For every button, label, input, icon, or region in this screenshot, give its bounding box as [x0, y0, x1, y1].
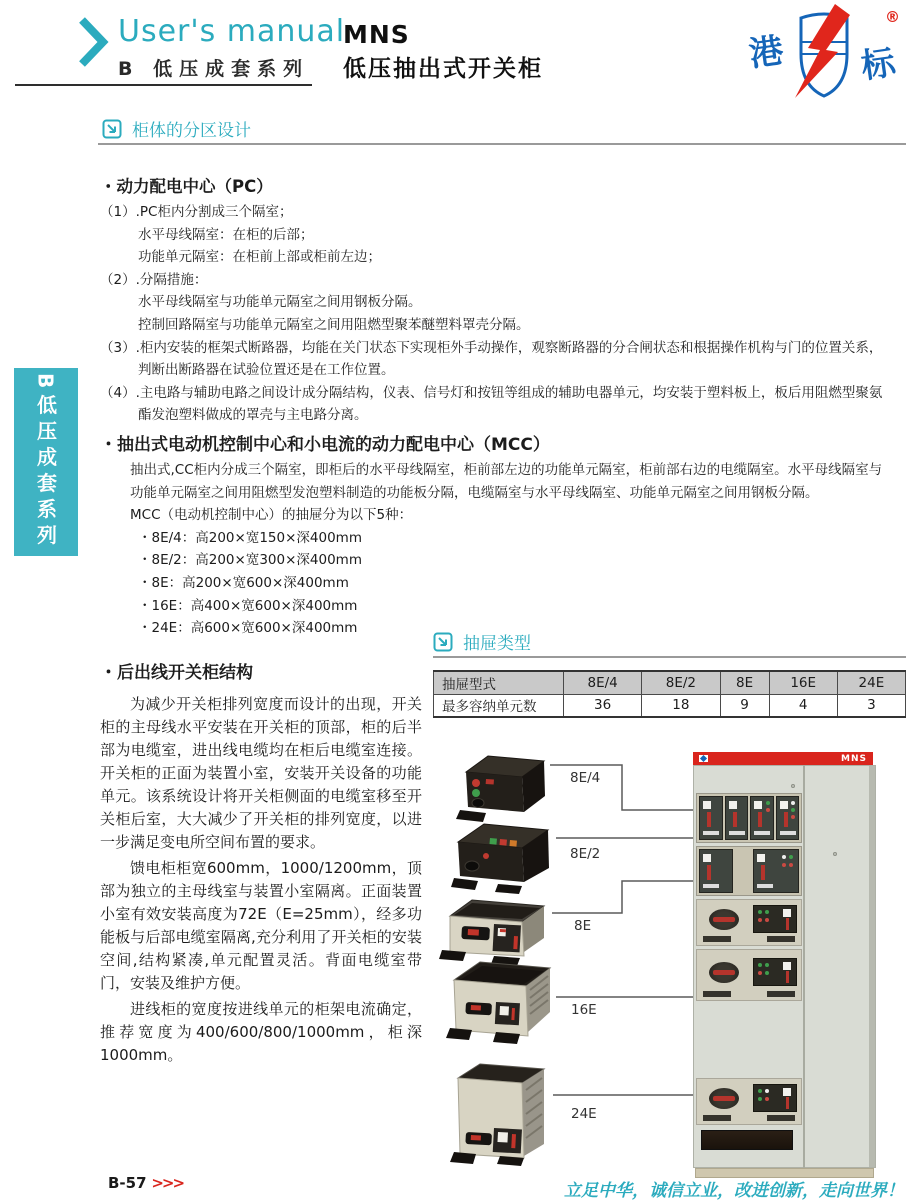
mcc-line: 抽出式,CC柜内分成三个隔室，即柜后的水平母线隔室，柜前部左边的功能单元隔室，柜前部右边的电缆隔室。水平母线隔室与 [130, 461, 883, 478]
control-panel [753, 905, 797, 933]
pc-line: 功能单元隔室：在柜前上部或柜前左边； [138, 249, 381, 266]
page-number-text: B-57 [108, 1174, 147, 1192]
rear-heading: ・后出线开关柜结构 [100, 663, 253, 683]
pc-line: 判断出断路器在试验位置还是在工作位置。 [138, 362, 395, 379]
mcc-bullet: ・8E/4：高200×宽150×深400mm [138, 529, 362, 546]
drawer-module [776, 796, 800, 840]
table-cell: 4 [769, 694, 837, 717]
chevron-right-icon [76, 14, 110, 70]
pc-line: （1）.PC柜内分割成三个隔室； [100, 204, 293, 220]
drawer-module [753, 849, 799, 893]
registered-mark: ® [885, 8, 900, 26]
pc-line: 酯发泡塑料做成的罩壳与主电路分离。 [138, 407, 368, 424]
vent-strip [701, 1130, 793, 1150]
section-rule [98, 143, 906, 145]
cabinet-rotary-row [696, 899, 802, 946]
cabinet-brand-icon [699, 755, 708, 762]
pc-line: 水平母线隔室与功能单元隔室之间用钢板分隔。 [138, 294, 422, 311]
drawer-label-24e: 24E [571, 1106, 597, 1122]
cabinet-banner [693, 752, 873, 765]
brand-logo [745, 2, 905, 100]
logo-left-char: 港 [746, 30, 786, 75]
drawer-module [725, 796, 749, 840]
pc-line: （4）.主电路与辅助电路之间设计成分隔结构，仪表、信号灯和按钮等组成的辅助电器单元，均安装于塑料板上，板后用阻燃型聚氨 [100, 384, 883, 401]
section-title: 柜体的分区设计 [132, 121, 251, 141]
pc-heading: ・动力配电中心（PC） [100, 177, 273, 196]
section-rule [433, 656, 906, 658]
rear-outlet-text-block [100, 660, 422, 1067]
drawer-label-16e: 16E [571, 1002, 597, 1018]
table-cell: 36 [564, 694, 642, 717]
drawer-module [699, 796, 723, 840]
table-header-cell: 8E/4 [564, 671, 642, 694]
mcc-bullet: ・16E：高400×宽600×深400mm [138, 597, 358, 614]
control-panel [753, 1084, 797, 1112]
partition-text-block [100, 166, 906, 640]
drawer-photo-24e [448, 1056, 548, 1168]
pc-line: 控制回路隔室与功能单元隔室之间用阻燃型聚苯醚塑料罩壳分隔。 [138, 316, 530, 333]
rear-paragraph: 馈电柜柜宽600mm，1000/1200mm，顶部为独立的主母线室与装置小室隔离。正面装置小室有效安装高度为72E（E=25mm），经多功能板与后部电缆室隔离,充分利用了开关柜的安装空间,结构紧凑,单元配置灵活。背面电缆室带门，安装及维护方便。 [100, 859, 422, 992]
drawer-label-8e2: 8E/2 [570, 846, 601, 862]
drawer-module [699, 849, 733, 893]
drawer-label-8e4: 8E/4 [570, 770, 601, 786]
rotary-switch [709, 962, 739, 983]
mcc-bullet: ・8E/2：高200×宽300×深400mm [138, 552, 362, 569]
section-header-drawer-types [433, 629, 531, 654]
table-header-cell: 抽屉型式 [434, 671, 564, 694]
table-cell: 最多容纳单元数 [434, 694, 564, 717]
cabinet-rotary-row [696, 1078, 802, 1125]
mcc-line: MCC（电动机控制中心）的抽屉分为以下5种： [130, 507, 413, 524]
pc-line: 水平母线隔室：在柜的后部； [138, 226, 314, 243]
drawer-type-table [433, 670, 906, 718]
header-rule [15, 84, 312, 86]
rear-paragraph: 进线柜的宽度按进线单元的柜架电流确定，推荐宽度为400/600/800/1000mm，柜深1000mm。 [100, 1000, 422, 1064]
cabinet-rotary-row [696, 949, 802, 1001]
cabinet-photo [693, 752, 876, 1178]
product-name: 低压抽出式开关柜 [343, 56, 543, 82]
cabinet-module-row [696, 846, 802, 896]
cabinet-module-row [696, 793, 802, 843]
sidebar-series-tab [14, 368, 78, 556]
mcc-bullet: ・8E：高200×宽600×深400mm [138, 574, 349, 591]
section-header-partition [102, 116, 251, 141]
page-number [108, 1174, 183, 1192]
page-arrows: >>> [151, 1174, 184, 1192]
section-arrow-icon [433, 632, 453, 652]
mcc-heading: ・抽出式电动机控制中心和小电流的动力配电中心（MCC） [100, 434, 550, 455]
table-header-cell: 16E [769, 671, 837, 694]
drawer-label-8e: 8E [574, 918, 592, 934]
series-title: B 低压成套系列 [118, 58, 310, 80]
section-arrow-icon [102, 119, 122, 139]
rotary-switch [709, 909, 739, 930]
mcc-line: 功能单元隔室之间用阻燃型发泡塑料制造的功能板分隔，电缆隔室与水平母线隔室、功能单元隔室之间用钢板分隔。 [130, 484, 819, 501]
screw [791, 784, 795, 788]
pc-line: （3）.柜内安装的框架式断路器，均能在关门状态下实现柜外手动操作，观察断路器的分合闸状态和根据操作机构与门的位置关系， [100, 339, 883, 356]
pc-line: （2）.分隔措施： [100, 271, 208, 288]
manual-title: User's manual [118, 14, 346, 49]
table-header-row [434, 671, 906, 694]
table-row [434, 694, 906, 717]
table-header-cell: 8E/2 [642, 671, 720, 694]
mcc-bullet: ・24E：高600×宽600×深400mm [138, 620, 358, 637]
table-cell: 9 [720, 694, 769, 717]
product-code: MNS [343, 20, 410, 49]
table-header-cell: 8E [720, 671, 769, 694]
table-header-cell: 24E [837, 671, 905, 694]
logo-right-char: 标 [858, 42, 898, 87]
footer-slogan: 立足中华，诚信立业，改进创新，走向世界！ [564, 1181, 904, 1200]
table-cell: 3 [837, 694, 905, 717]
rear-paragraph: 为减少开关柜排列宽度而设计的出现，开关柜的主母线水平安装在开关柜的顶部，柜的后半部为电缆室，进出线电缆均在柜后电缆室连接。开关柜的正面为装置小室，安装开关设备的功能单元。该系统设计将开关柜侧面的电缆室移至开关柜后室，大大减少了开关柜的排列宽度，以进一步满足变电所空间布置的要求。 [100, 695, 422, 851]
screw [833, 852, 837, 856]
drawer-photo-16e [444, 954, 556, 1046]
rotary-switch [709, 1088, 739, 1109]
drawer-module [750, 796, 774, 840]
cabinet-brand-label: MNS [841, 753, 867, 764]
control-panel [753, 958, 797, 986]
table-cell: 18 [642, 694, 720, 717]
sidebar-series-label: B低压成套系列 [33, 373, 58, 551]
section-title: 抽屉类型 [463, 634, 531, 654]
